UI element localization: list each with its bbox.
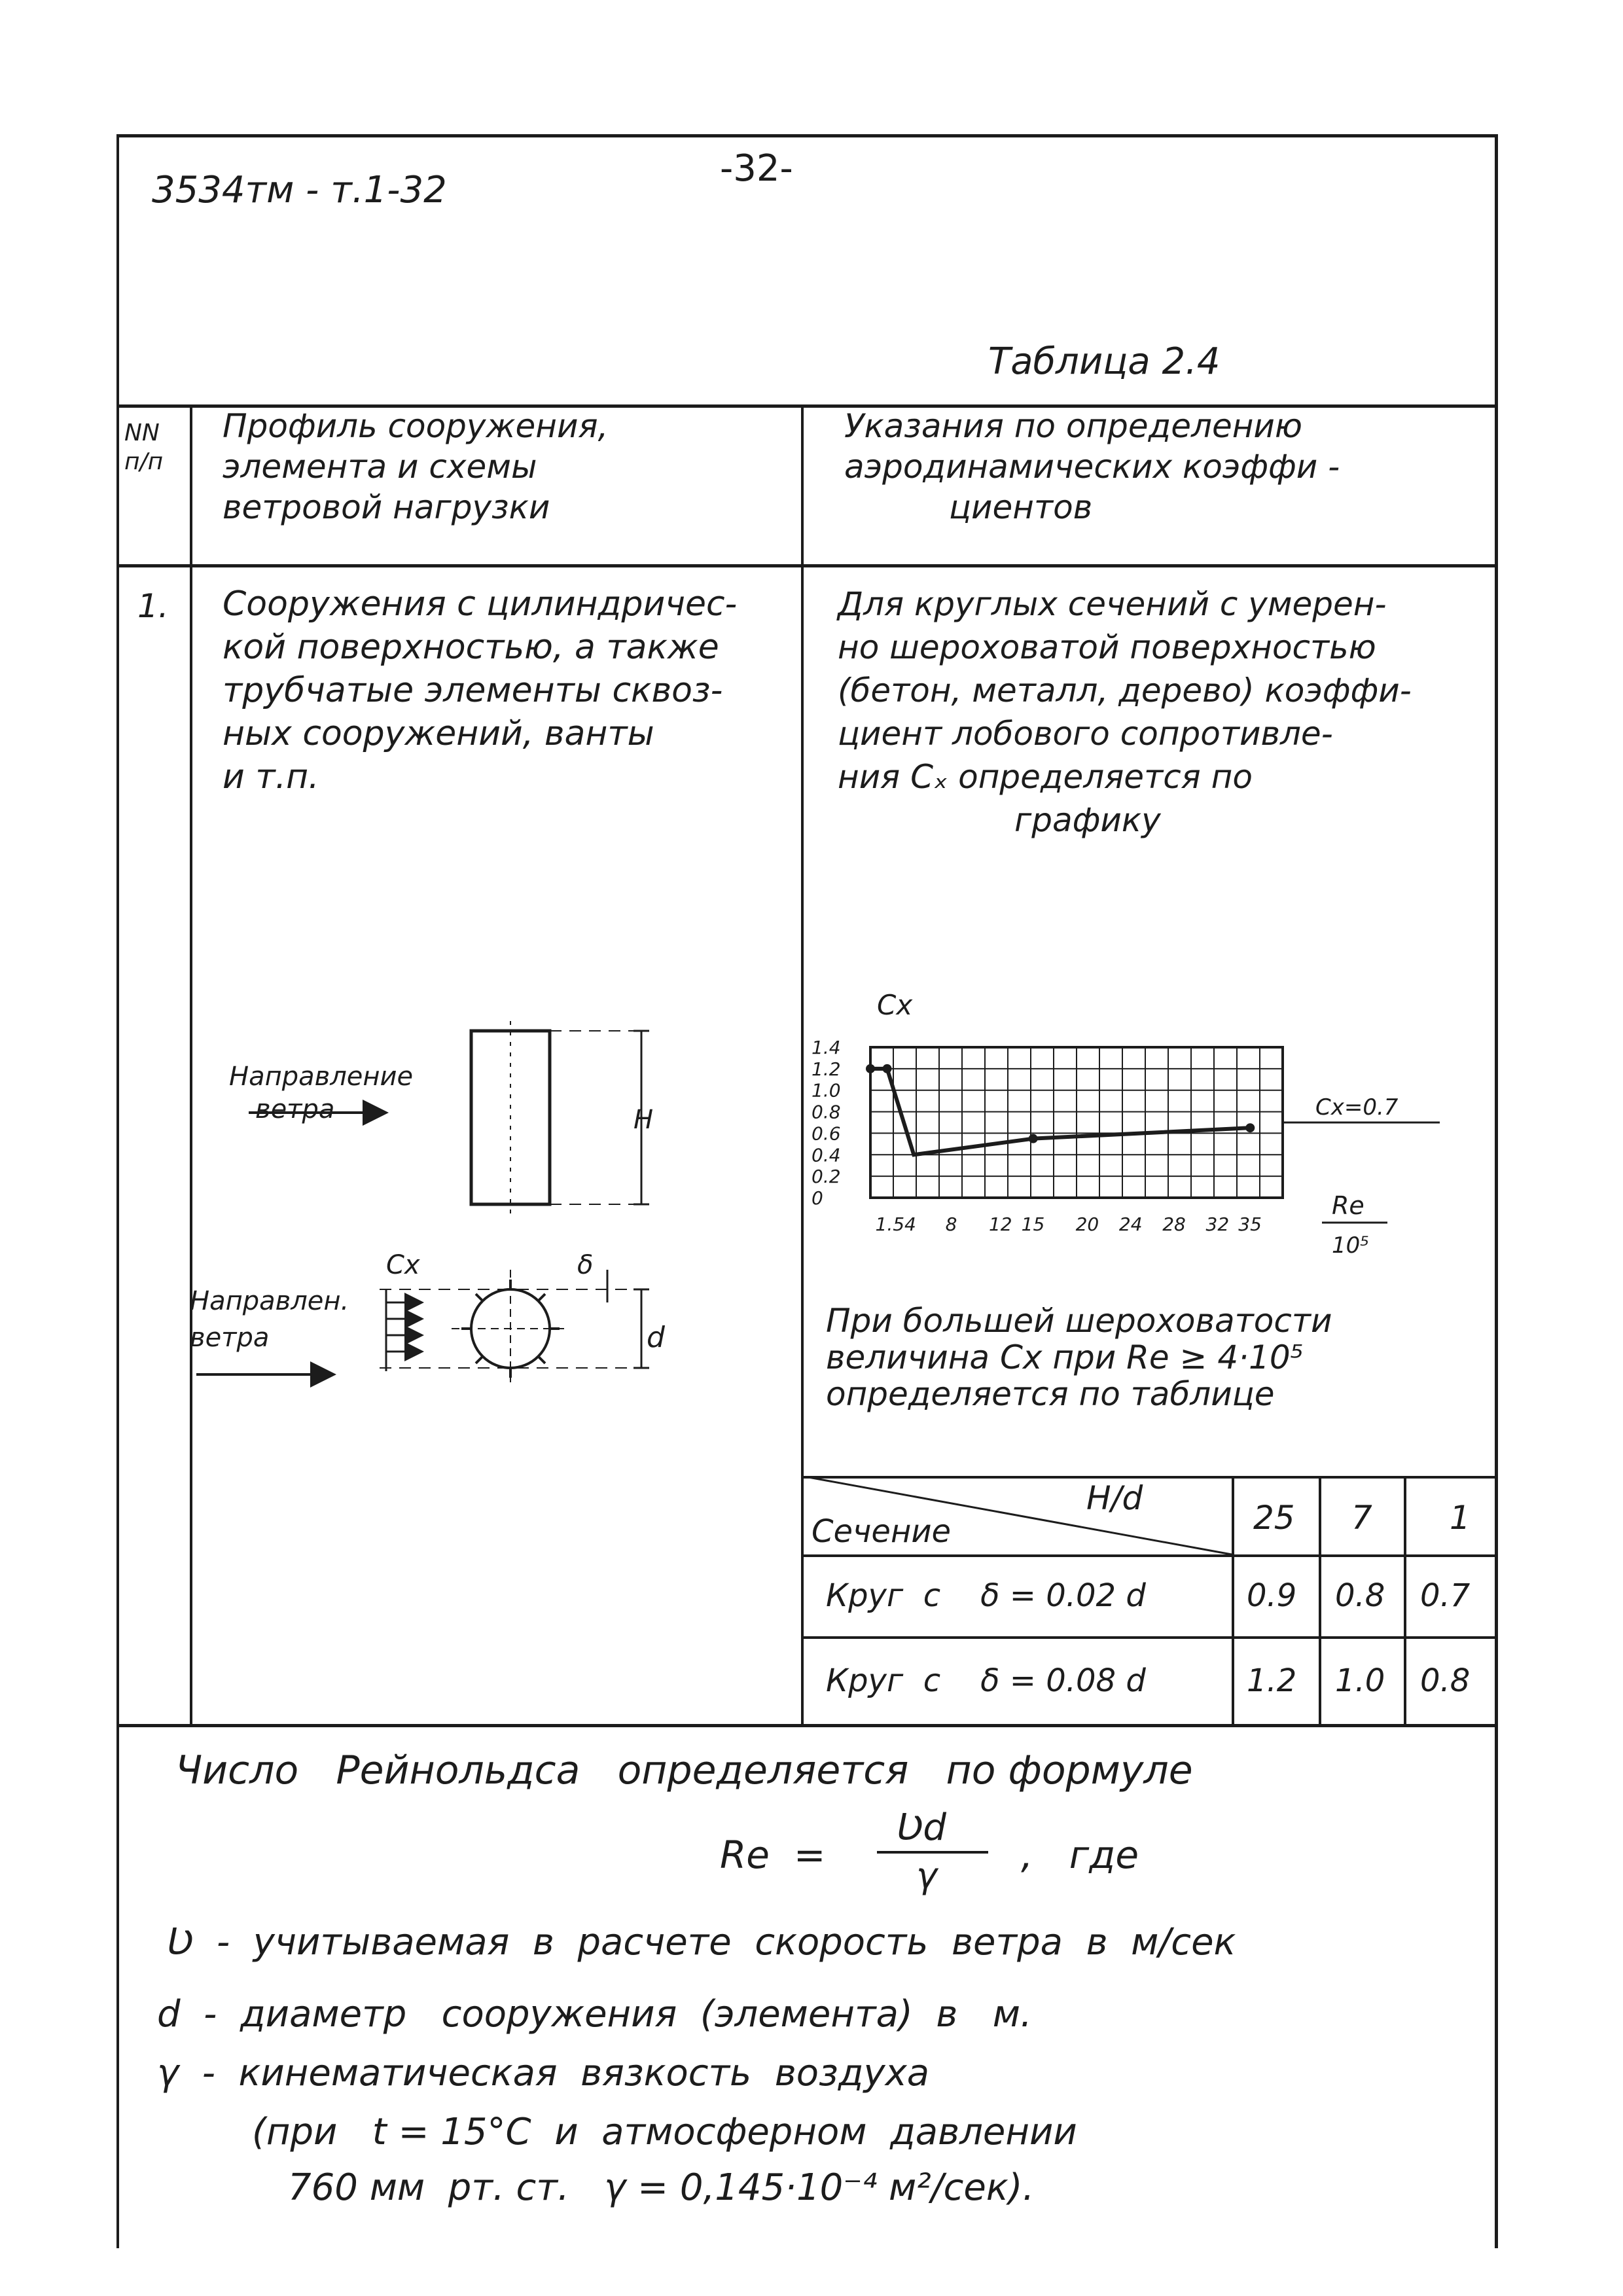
x-tick-label: 24 — [1118, 1213, 1143, 1235]
profile-col-line-1: Профиль сооружения, — [223, 407, 609, 445]
profile-col-line-2: элемента и схемы — [223, 448, 537, 486]
sub-table-col-1: 25 — [1253, 1499, 1295, 1537]
wind-label-1-line-2: ветра — [255, 1094, 335, 1124]
cx-chart — [798, 982, 1453, 1270]
dim-delta-label: δ — [577, 1250, 594, 1280]
instructions-line-2: но шероховатой поверхностью — [838, 628, 1376, 666]
y-tick-label: 0.8 — [812, 1101, 841, 1123]
wind-label-2-line-2: ветра — [190, 1323, 270, 1353]
doc-code: 3534тм - т.1-32 — [152, 169, 447, 211]
y-tick-label: 0.2 — [812, 1166, 841, 1188]
formula-lhs: Re = — [720, 1833, 826, 1877]
instructions-line-5: ния Cₓ определяется по — [838, 758, 1253, 796]
dim-H-label: H — [633, 1105, 654, 1135]
y-tick-label: 0.4 — [812, 1144, 841, 1166]
x-tick-label: 32 — [1205, 1213, 1230, 1235]
x-tick-label: 20 — [1075, 1213, 1099, 1235]
x-axis-label-top: Re — [1332, 1191, 1364, 1220]
sub-table-section-label: Сечение — [812, 1513, 952, 1550]
wind-label-1-line-1: Направление — [229, 1062, 414, 1092]
instructions-line-1: Для круглых сечений с умерен- — [838, 585, 1387, 623]
rough-line-2: величина Cx при Re ≥ 4·10⁵ — [826, 1338, 1304, 1376]
y-axis-label: Cx — [877, 989, 913, 1021]
footer-line-1: Число Рейнольдса определяется по формуле — [175, 1748, 1193, 1793]
table-title: Таблица 2.4 — [988, 340, 1221, 383]
sub-table-row-2-v3: 0.8 — [1420, 1662, 1471, 1699]
dim-d-label: d — [647, 1321, 665, 1354]
header-bottom-line — [116, 564, 1497, 567]
formula-fraction-bar — [877, 1851, 988, 1854]
sub-table-row-1-label: Круг с δ = 0.02 d — [826, 1577, 1146, 1614]
data-point — [883, 1064, 892, 1073]
profile-text-line-3: трубчатые элементы сквоз- — [223, 671, 723, 710]
x-axis-label-bottom: 10⁵ — [1332, 1232, 1369, 1259]
instructions-text — [838, 583, 1412, 842]
instructions-col-line-2: аэродинамических коэффи - — [844, 448, 1340, 486]
x-tick-label: 12 — [988, 1213, 1012, 1235]
instructions-line-3: (бетон, металл, дерево) коэффи- — [838, 672, 1412, 709]
data-point — [1245, 1123, 1255, 1132]
instructions-line-6: графику — [1014, 801, 1161, 839]
sub-table-col-3: 1 — [1450, 1499, 1471, 1537]
num-col-label: NN п/п — [124, 420, 164, 475]
formula-denominator: γ — [916, 1855, 937, 1896]
profile-text-line-1: Сооружения с цилиндричес- — [223, 584, 738, 624]
profile-col-line-3: ветровой нагрузки — [223, 488, 550, 526]
cx-arrow-label: Cx — [386, 1250, 420, 1280]
profile-text-line-2: кой поверхностью, а также — [223, 628, 719, 667]
sub-table-col-2: 7 — [1351, 1499, 1372, 1537]
rough-line-3: определяется по таблице — [826, 1375, 1275, 1413]
def-nu-2: (при t = 15°C и атмосферном давлении — [252, 2111, 1077, 2153]
instructions-col-line-1: Указания по определению — [844, 407, 1302, 445]
data-point — [1029, 1134, 1038, 1143]
x-tick-label: 35 — [1238, 1213, 1262, 1235]
y-tick-label: 0.6 — [812, 1122, 841, 1145]
sub-table-row-2-label: Круг с δ = 0.08 d — [826, 1662, 1146, 1699]
x-tick-label: 8 — [945, 1213, 957, 1235]
y-tick-label: 0 — [812, 1187, 823, 1209]
frame-right — [1495, 134, 1498, 2248]
row-number: 1. — [137, 587, 169, 625]
rough-line-1: При большей шероховатости — [826, 1302, 1332, 1340]
def-nu: γ - кинематическая вязкость воздуха — [157, 2052, 930, 2094]
x-tick-label: 28 — [1162, 1213, 1186, 1235]
frame-left — [116, 134, 119, 2248]
y-tick-label: 1.2 — [812, 1058, 841, 1080]
profile-col-header — [223, 406, 608, 528]
table-bottom-line — [116, 1724, 1497, 1727]
sub-table-row-1-v2: 0.8 — [1335, 1577, 1385, 1614]
formula-numerator: Ʋd — [897, 1806, 946, 1849]
instructions-col-header — [844, 406, 1340, 528]
instructions-line-4: циент лобового сопротивле- — [838, 715, 1333, 753]
rough-text — [826, 1302, 1332, 1412]
frame-top — [116, 134, 1497, 137]
sub-table-row-2-v1: 1.2 — [1247, 1662, 1297, 1699]
profile-text-line-5: и т.п. — [223, 757, 319, 797]
x-tick-label: 1.54 — [875, 1213, 916, 1235]
x-tick-label: 15 — [1021, 1213, 1045, 1235]
data-point — [866, 1064, 875, 1073]
wind-label-2-line-1: Направлен. — [190, 1286, 349, 1316]
page-number: -32- — [720, 147, 793, 190]
sub-table-row-1-v3: 0.7 — [1420, 1577, 1471, 1614]
def-d: d - диаметр сооружения (элемента) в м. — [157, 1993, 1032, 2036]
formula-tail: , где — [1021, 1833, 1139, 1877]
def-nu-3: 760 мм рт. ст. γ = 0,145·10⁻⁴ м²/сек). — [288, 2166, 1035, 2209]
sub-table-hd-label: H/d — [1086, 1479, 1143, 1517]
def-v: Ʋ - учитываемая в расчете скорость ветра в м/сек — [167, 1921, 1236, 1964]
sub-table-row-2-v2: 1.0 — [1335, 1662, 1385, 1699]
annotation-label: Cx=0.7 — [1315, 1094, 1399, 1121]
num-col-header — [124, 419, 187, 476]
instructions-col-line-3: циентов — [949, 488, 1093, 526]
y-tick-label: 1.0 — [812, 1079, 841, 1102]
wind-diagram — [190, 1021, 687, 1427]
profile-text-line-4: ных сооружений, ванты — [223, 714, 654, 753]
y-tick-label: 1.4 — [812, 1037, 841, 1058]
sub-table-row-1-v1: 0.9 — [1247, 1577, 1297, 1614]
profile-text — [223, 583, 737, 798]
